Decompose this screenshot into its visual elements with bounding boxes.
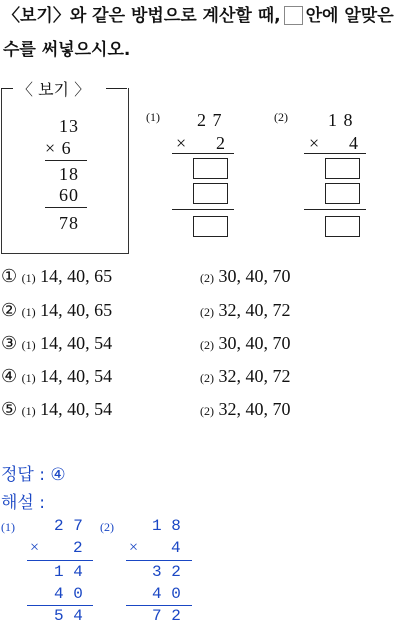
option-value-a: 14, 40, 54	[40, 333, 113, 353]
example-multiplier: × 6	[45, 138, 72, 158]
solution-1-sum: 5 4	[54, 607, 83, 625]
option-marker: ⑤	[1, 399, 18, 419]
option-1[interactable]	[1, 266, 112, 287]
example-sum: 78	[59, 213, 79, 233]
option-4[interactable]	[1, 366, 112, 387]
problem-2-answer-box-3[interactable]	[325, 216, 360, 237]
option-3[interactable]	[1, 333, 112, 354]
solution-1-partial-1: 1 4	[54, 563, 83, 581]
option-value-b: 32, 40, 70	[218, 399, 291, 419]
problem-2-answer-box-2[interactable]	[325, 183, 360, 204]
solution-2-label: (2)	[100, 520, 114, 534]
blank-box-icon	[284, 6, 303, 25]
option-sub-label: (1)	[21, 404, 36, 418]
option-marker: ②	[1, 300, 18, 320]
option-sub-label: (2)	[200, 404, 214, 418]
option-sub-label: (1)	[21, 305, 36, 319]
question-line-1	[3, 6, 394, 26]
problem-2-top: 1 8	[328, 110, 354, 130]
explanation-label: 해설 :	[1, 493, 45, 513]
option-value-a: 14, 40, 65	[40, 300, 113, 320]
problem-1-times-sign: ×	[176, 133, 188, 153]
question-text-prefix: 〈보기〉와 같은 방법으로 계산할 때,	[3, 6, 281, 26]
example-partial-2: 60	[59, 185, 79, 205]
option-1-b	[200, 266, 291, 287]
problem-1-answer-box-2[interactable]	[193, 183, 228, 204]
solution-2-partial-1: 3 2	[152, 563, 181, 581]
option-value-b: 32, 40, 72	[218, 300, 291, 320]
option-sub-label: (2)	[200, 338, 214, 352]
solution-2-top: 1 8	[152, 517, 181, 535]
problem-1-top: 2 7	[197, 110, 223, 130]
problem-1-label: (1)	[146, 110, 160, 124]
option-value-a: 14, 40, 54	[40, 366, 113, 386]
solution-2-multiplier: 4	[171, 539, 181, 557]
option-sub-label: (2)	[200, 371, 214, 385]
problem-2-times-sign: ×	[309, 133, 321, 153]
option-marker: ③	[1, 333, 18, 353]
problem-2-multiplier: 4	[349, 133, 359, 153]
solution-1-times-sign: ×	[30, 539, 40, 556]
question-text-line-2: 수를 써넣으시오.	[3, 40, 131, 60]
option-2-b	[200, 300, 291, 321]
option-sub-label: (2)	[200, 305, 214, 319]
option-value-a: 14, 40, 65	[40, 266, 113, 286]
option-sub-label: (2)	[200, 271, 214, 285]
problem-1-answer-box-3[interactable]	[193, 216, 228, 237]
problem-2-answer-box-1[interactable]	[325, 158, 360, 179]
answer-value: ④	[50, 465, 66, 485]
solution-1-partial-2: 4 0	[54, 585, 83, 603]
example-top-number: 13	[59, 116, 79, 136]
problem-1-multiplier: 2	[216, 133, 226, 153]
option-4-b	[200, 366, 291, 387]
answer-line	[1, 460, 66, 485]
option-value-b: 30, 40, 70	[218, 333, 291, 353]
solution-1-multiplier: 2	[73, 539, 83, 557]
option-value-a: 14, 40, 54	[40, 399, 113, 419]
option-3-b	[200, 333, 291, 354]
solution-2-times-sign: ×	[129, 539, 139, 556]
option-marker: ①	[1, 266, 18, 286]
solution-1-top: 2 7	[54, 517, 83, 535]
option-sub-label: (1)	[21, 371, 36, 385]
option-5[interactable]	[1, 399, 112, 420]
answer-label: 정답 :	[1, 465, 45, 485]
option-2[interactable]	[1, 300, 112, 321]
option-sub-label: (1)	[21, 338, 36, 352]
option-value-b: 32, 40, 72	[218, 366, 291, 386]
option-marker: ④	[1, 366, 18, 386]
option-value-b: 30, 40, 70	[218, 266, 291, 286]
problem-2-label: (2)	[274, 110, 288, 124]
solution-1-label: (1)	[1, 520, 15, 534]
question-text-suffix: 안에 알맞은	[305, 6, 394, 26]
example-title: 〈 보기 〉	[17, 80, 91, 99]
option-sub-label: (1)	[21, 271, 36, 285]
option-5-b	[200, 399, 291, 420]
example-partial-1: 18	[59, 164, 79, 184]
solution-2-partial-2: 4 0	[152, 585, 181, 603]
problem-1-answer-box-1[interactable]	[193, 158, 228, 179]
solution-2-sum: 7 2	[152, 607, 181, 625]
